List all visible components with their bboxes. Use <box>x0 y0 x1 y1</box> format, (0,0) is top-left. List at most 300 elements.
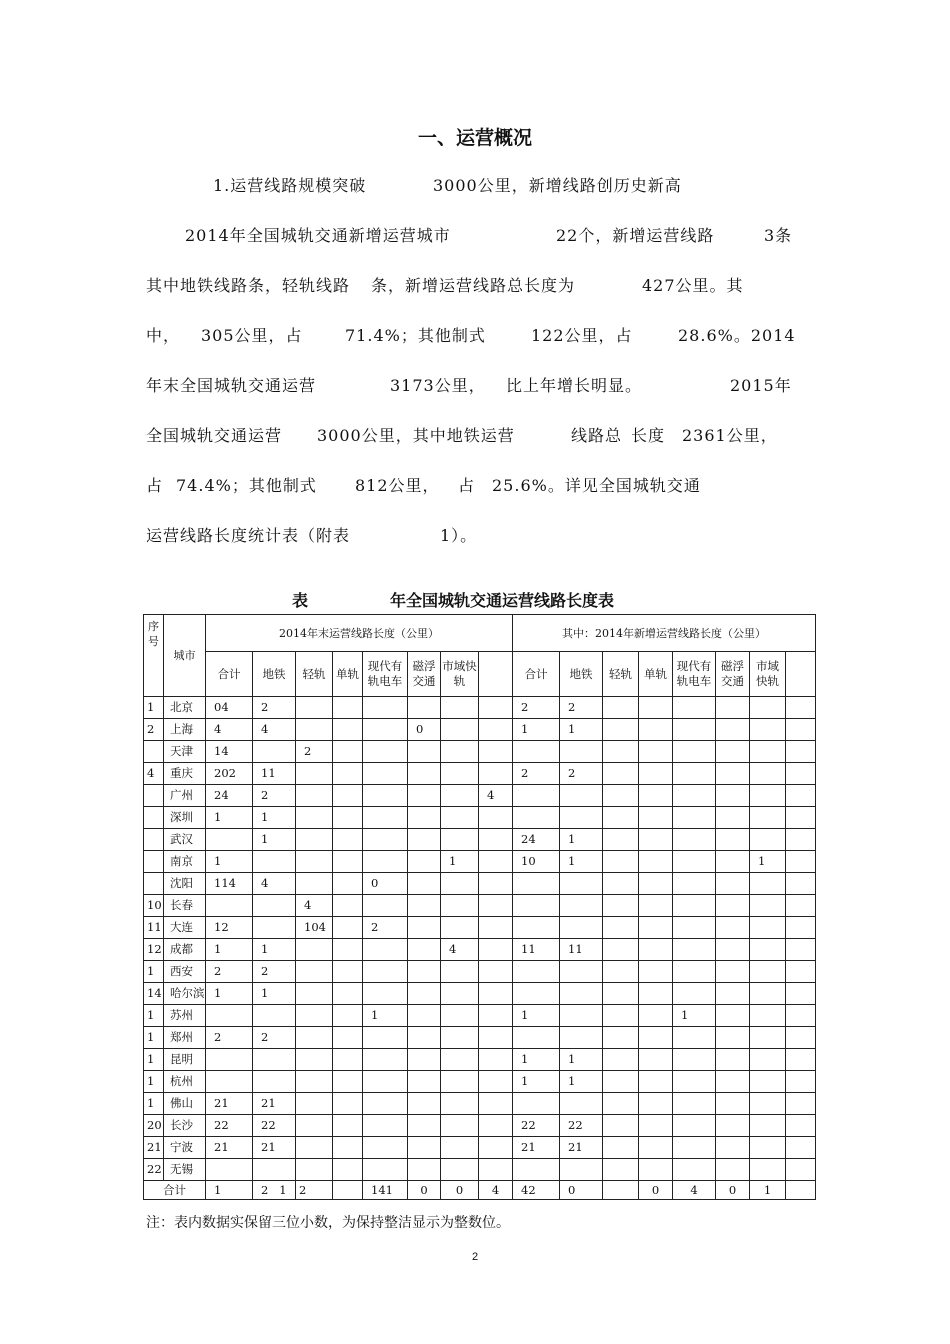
length-cell <box>363 1093 408 1115</box>
length-cell <box>296 939 333 961</box>
length-cell <box>560 785 603 807</box>
text-segment: 3000公里，新增线路创历史新高 <box>433 176 682 195</box>
row-index: 1 <box>144 1049 164 1071</box>
length-cell <box>363 1071 408 1093</box>
city-name: 佛山 <box>164 1093 206 1115</box>
length-cell <box>333 697 363 719</box>
length-cell: 1 <box>206 851 253 873</box>
length-cell <box>408 763 441 785</box>
length-cell <box>441 829 479 851</box>
length-cell <box>560 1093 603 1115</box>
header-sub: 市域快轨 <box>441 652 479 697</box>
length-cell <box>603 873 639 895</box>
length-cell <box>333 829 363 851</box>
length-cell <box>786 895 816 917</box>
length-cell <box>639 1071 673 1093</box>
length-cell <box>639 895 673 917</box>
length-cell <box>716 895 750 917</box>
length-cell <box>513 741 560 763</box>
length-cell <box>750 785 786 807</box>
length-cell <box>479 983 513 1005</box>
text-segment: 占 <box>146 476 164 495</box>
length-cell <box>639 983 673 1005</box>
table-row <box>144 1027 816 1049</box>
length-cell <box>296 1137 333 1159</box>
table-body <box>144 697 816 1181</box>
length-cell <box>750 1093 786 1115</box>
length-cell: 21 <box>206 1093 253 1115</box>
header-sub: 合计 <box>513 652 560 697</box>
length-cell <box>408 939 441 961</box>
length-cell <box>560 961 603 983</box>
length-cell <box>479 1093 513 1115</box>
length-cell <box>716 785 750 807</box>
length-cell <box>479 1027 513 1049</box>
total-cell: 0 <box>560 1181 603 1200</box>
length-cell <box>560 873 603 895</box>
city-name: 大连 <box>164 917 206 939</box>
length-cell <box>363 851 408 873</box>
table-row <box>144 1159 816 1181</box>
length-cell <box>441 961 479 983</box>
length-cell <box>673 1071 716 1093</box>
length-cell <box>206 895 253 917</box>
length-cell <box>363 1049 408 1071</box>
row-index: 20 <box>144 1115 164 1137</box>
length-cell <box>673 807 716 829</box>
length-cell <box>513 1093 560 1115</box>
total-cell: 0 <box>441 1181 479 1200</box>
total-cell: 4 <box>479 1181 513 1200</box>
length-cell: 2 <box>253 785 296 807</box>
text-segment: 2361公里， <box>682 426 778 445</box>
row-index: 2 <box>144 719 164 741</box>
length-cell <box>206 829 253 851</box>
city-name: 苏州 <box>164 1005 206 1027</box>
length-cell <box>716 1071 750 1093</box>
length-cell <box>603 983 639 1005</box>
length-cell <box>513 895 560 917</box>
length-cell <box>603 697 639 719</box>
length-cell <box>363 785 408 807</box>
length-cell <box>750 741 786 763</box>
length-cell <box>750 1049 786 1071</box>
length-cell <box>333 895 363 917</box>
length-cell <box>333 1093 363 1115</box>
header-seq: 序号 <box>144 615 164 697</box>
row-index: 1 <box>144 1027 164 1049</box>
length-cell <box>363 961 408 983</box>
length-cell <box>513 917 560 939</box>
length-cell <box>786 1115 816 1137</box>
length-cell <box>673 1159 716 1181</box>
length-cell <box>333 785 363 807</box>
length-cell: 2 <box>513 697 560 719</box>
length-cell: 1 <box>206 983 253 1005</box>
length-cell <box>408 1137 441 1159</box>
length-cell <box>750 917 786 939</box>
length-cell <box>296 807 333 829</box>
length-cell <box>750 939 786 961</box>
length-cell <box>333 873 363 895</box>
length-cell <box>716 763 750 785</box>
length-cell <box>673 829 716 851</box>
table-row <box>144 1071 816 1093</box>
length-cell <box>786 1093 816 1115</box>
length-cell: 4 <box>253 719 296 741</box>
length-cell <box>639 1137 673 1159</box>
length-cell <box>716 697 750 719</box>
city-name: 深圳 <box>164 807 206 829</box>
header-sub: 磁浮交通 <box>408 652 441 697</box>
total-label: 合计 <box>144 1181 206 1200</box>
city-name: 无锡 <box>164 1159 206 1181</box>
length-cell <box>673 763 716 785</box>
length-cell <box>560 807 603 829</box>
text-segment: 其中地铁线路条，轻轨线路 <box>146 276 351 295</box>
table-note: 注：表内数据实保留三位小数，为保持整洁显示为整数位。 <box>146 1215 510 1231</box>
length-cell <box>639 807 673 829</box>
length-cell <box>479 1115 513 1137</box>
length-cell <box>639 873 673 895</box>
length-cell <box>750 873 786 895</box>
length-cell: 21 <box>560 1137 603 1159</box>
length-cell <box>296 1049 333 1071</box>
length-cell <box>333 1159 363 1181</box>
table-row <box>144 983 816 1005</box>
length-cell: 2 <box>560 763 603 785</box>
city-name: 广州 <box>164 785 206 807</box>
row-index: 1 <box>144 1005 164 1027</box>
table-row <box>144 741 816 763</box>
length-cell <box>333 961 363 983</box>
row-index: 1 <box>144 961 164 983</box>
length-cell <box>408 697 441 719</box>
length-cell <box>513 983 560 1005</box>
length-cell <box>639 939 673 961</box>
total-cell: 1 <box>206 1181 253 1200</box>
length-cell: 14 <box>206 741 253 763</box>
length-cell <box>296 719 333 741</box>
length-cell <box>513 785 560 807</box>
row-index: 1 <box>144 1071 164 1093</box>
table-row <box>144 1137 816 1159</box>
length-cell <box>479 851 513 873</box>
length-cell <box>786 829 816 851</box>
length-cell: 10 <box>513 851 560 873</box>
text-segment: 3000公里，其中地铁运营 <box>317 426 515 445</box>
length-cell <box>363 895 408 917</box>
row-index <box>144 807 164 829</box>
length-cell <box>750 1027 786 1049</box>
length-cell <box>408 1005 441 1027</box>
length-cell <box>296 983 333 1005</box>
city-name: 杭州 <box>164 1071 206 1093</box>
text-segment: 线路总 <box>571 426 623 445</box>
text-segment: 全国城轨交通运营 <box>146 426 283 445</box>
table-row <box>144 763 816 785</box>
length-cell: 11 <box>253 763 296 785</box>
length-cell <box>408 1071 441 1093</box>
length-cell <box>786 939 816 961</box>
text-segment: 1.运营线路规模突破 <box>213 176 367 195</box>
length-cell <box>333 741 363 763</box>
paragraph-line-6 <box>0 423 950 447</box>
length-cell <box>716 1159 750 1181</box>
length-cell: 1 <box>560 851 603 873</box>
length-cell <box>786 807 816 829</box>
length-cell <box>786 1137 816 1159</box>
total-cell <box>333 1181 363 1200</box>
length-cell <box>479 961 513 983</box>
length-cell <box>253 1005 296 1027</box>
length-cell <box>441 697 479 719</box>
text-segment: 长度 <box>631 426 666 445</box>
length-cell <box>408 807 441 829</box>
length-cell <box>603 763 639 785</box>
length-cell: 1 <box>441 851 479 873</box>
length-cell: 1 <box>560 719 603 741</box>
row-index: 1 <box>144 697 164 719</box>
table-row <box>144 697 816 719</box>
length-cell <box>441 741 479 763</box>
table-row <box>144 807 816 829</box>
paragraph-line-7 <box>0 473 950 497</box>
length-cell <box>673 1049 716 1071</box>
length-cell <box>716 741 750 763</box>
length-cell <box>253 851 296 873</box>
length-cell: 21 <box>253 1093 296 1115</box>
length-cell: 21 <box>206 1137 253 1159</box>
text-segment: 74.4%；其他制式 <box>176 476 317 495</box>
length-cell <box>333 1005 363 1027</box>
length-cell <box>296 1159 333 1181</box>
total-cell <box>603 1181 639 1200</box>
length-cell: 22 <box>253 1115 296 1137</box>
length-cell <box>716 807 750 829</box>
header-sub: 单轨 <box>333 652 363 697</box>
caption-title: 年全国城轨交通运营线路长度表 <box>390 591 615 610</box>
table-row <box>144 917 816 939</box>
length-cell <box>603 807 639 829</box>
length-cell <box>603 719 639 741</box>
total-cell: 42 <box>513 1181 560 1200</box>
length-cell <box>603 1137 639 1159</box>
text-segment: 运营线路长度统计表（附表 <box>146 526 351 545</box>
length-cell <box>603 917 639 939</box>
length-cell <box>639 851 673 873</box>
length-cell <box>206 1071 253 1093</box>
length-cell <box>296 851 333 873</box>
city-name: 沈阳 <box>164 873 206 895</box>
city-name: 郑州 <box>164 1027 206 1049</box>
length-cell <box>363 829 408 851</box>
length-cell: 1 <box>253 807 296 829</box>
length-cell <box>673 785 716 807</box>
length-cell <box>408 1159 441 1181</box>
length-cell <box>639 741 673 763</box>
length-cell <box>673 719 716 741</box>
length-cell: 1 <box>206 807 253 829</box>
length-cell <box>296 1115 333 1137</box>
length-cell <box>441 1049 479 1071</box>
length-cell <box>750 1005 786 1027</box>
length-cell <box>786 1027 816 1049</box>
length-cell <box>716 1115 750 1137</box>
text-segment: 中， <box>146 326 181 345</box>
city-name: 天津 <box>164 741 206 763</box>
length-cell: 1 <box>513 1071 560 1093</box>
total-cell: 2 <box>296 1181 333 1200</box>
text-segment: 28.6%。2014 <box>678 326 796 345</box>
length-cell <box>479 829 513 851</box>
length-cell <box>560 1005 603 1027</box>
city-name: 哈尔滨 <box>164 983 206 1005</box>
header-sub: 单轨 <box>639 652 673 697</box>
length-cell <box>206 1159 253 1181</box>
length-cell <box>333 1115 363 1137</box>
header-sub: 地铁 <box>560 652 603 697</box>
length-cell <box>716 1049 750 1071</box>
text-segment: 2015年 <box>730 376 792 395</box>
length-cell <box>441 873 479 895</box>
length-cell <box>408 829 441 851</box>
length-cell <box>603 1093 639 1115</box>
length-cell <box>673 873 716 895</box>
length-cell: 4 <box>479 785 513 807</box>
length-cell <box>716 1093 750 1115</box>
length-cell <box>441 719 479 741</box>
length-cell <box>408 983 441 1005</box>
text-segment: 年末全国城轨交通运营 <box>146 376 317 395</box>
row-index: 11 <box>144 917 164 939</box>
length-cell <box>479 917 513 939</box>
city-name: 西安 <box>164 961 206 983</box>
length-cell: 2 <box>363 917 408 939</box>
length-cell <box>363 697 408 719</box>
row-index: 12 <box>144 939 164 961</box>
length-cell <box>786 983 816 1005</box>
length-cell: 1 <box>673 1005 716 1027</box>
length-cell <box>513 1027 560 1049</box>
length-cell <box>479 939 513 961</box>
length-cell <box>750 895 786 917</box>
text-segment: 122公里，占 <box>531 326 633 345</box>
length-cell: 2 <box>253 697 296 719</box>
length-cell: 0 <box>408 719 441 741</box>
length-cell <box>560 1159 603 1181</box>
length-cell: 4 <box>296 895 333 917</box>
length-cell <box>786 763 816 785</box>
total-cell: 141 <box>363 1181 408 1200</box>
city-name: 成都 <box>164 939 206 961</box>
length-cell: 1 <box>560 829 603 851</box>
row-index <box>144 873 164 895</box>
length-cell: 11 <box>513 939 560 961</box>
length-cell <box>333 1137 363 1159</box>
length-cell <box>441 917 479 939</box>
row-index: 1 <box>144 1093 164 1115</box>
length-cell <box>408 1093 441 1115</box>
length-cell <box>786 917 816 939</box>
paragraph-line-4 <box>0 323 950 347</box>
table-row <box>144 1115 816 1137</box>
length-cell <box>408 1027 441 1049</box>
text-segment: 3173公里， <box>390 376 486 395</box>
length-cell <box>333 719 363 741</box>
length-cell <box>639 1093 673 1115</box>
text-segment: 比上年增长明显。 <box>506 376 643 395</box>
header-sub: 磁浮交通 <box>716 652 750 697</box>
text-segment: 71.4%；其他制式 <box>345 326 486 345</box>
length-cell: 22 <box>513 1115 560 1137</box>
section-heading: 一、运营概况 <box>417 127 532 149</box>
rail-length-table <box>143 614 816 1200</box>
length-cell <box>750 1159 786 1181</box>
length-cell <box>479 1137 513 1159</box>
table-row <box>144 1093 816 1115</box>
text-segment: 305公里，占 <box>201 326 303 345</box>
length-cell <box>603 1005 639 1027</box>
length-cell <box>479 1005 513 1027</box>
length-cell <box>408 873 441 895</box>
caption-prefix: 表 <box>292 591 309 610</box>
length-cell <box>639 1049 673 1071</box>
header-city: 城市 <box>164 615 206 697</box>
length-cell <box>441 983 479 1005</box>
length-cell <box>603 1049 639 1071</box>
length-cell <box>786 851 816 873</box>
length-cell <box>786 697 816 719</box>
length-cell <box>639 961 673 983</box>
table-row <box>144 851 816 873</box>
header-sub: 轻轨 <box>296 652 333 697</box>
length-cell: 114 <box>206 873 253 895</box>
header-sub: 合计 <box>206 652 253 697</box>
row-index <box>144 785 164 807</box>
table-row <box>144 785 816 807</box>
length-cell: 24 <box>206 785 253 807</box>
length-cell <box>363 1159 408 1181</box>
length-cell <box>408 851 441 873</box>
length-cell <box>786 741 816 763</box>
length-cell <box>479 873 513 895</box>
length-cell <box>408 961 441 983</box>
length-cell <box>673 895 716 917</box>
length-cell <box>363 1137 408 1159</box>
row-index <box>144 851 164 873</box>
length-cell <box>333 763 363 785</box>
length-cell <box>639 1115 673 1137</box>
paragraph-line-1 <box>0 173 950 197</box>
length-cell <box>603 1027 639 1049</box>
length-cell <box>673 1093 716 1115</box>
length-cell <box>441 785 479 807</box>
header-sub: 地铁 <box>253 652 296 697</box>
row-index: 14 <box>144 983 164 1005</box>
length-cell <box>673 983 716 1005</box>
length-cell <box>603 741 639 763</box>
length-cell <box>603 1159 639 1181</box>
length-cell <box>408 1115 441 1137</box>
length-cell <box>333 1049 363 1071</box>
length-cell <box>513 807 560 829</box>
length-cell <box>603 1115 639 1137</box>
length-cell: 1 <box>750 851 786 873</box>
page-number: 2 <box>471 1251 479 1263</box>
paragraph-line-2 <box>0 223 950 247</box>
text-segment: 3条 <box>764 226 793 245</box>
